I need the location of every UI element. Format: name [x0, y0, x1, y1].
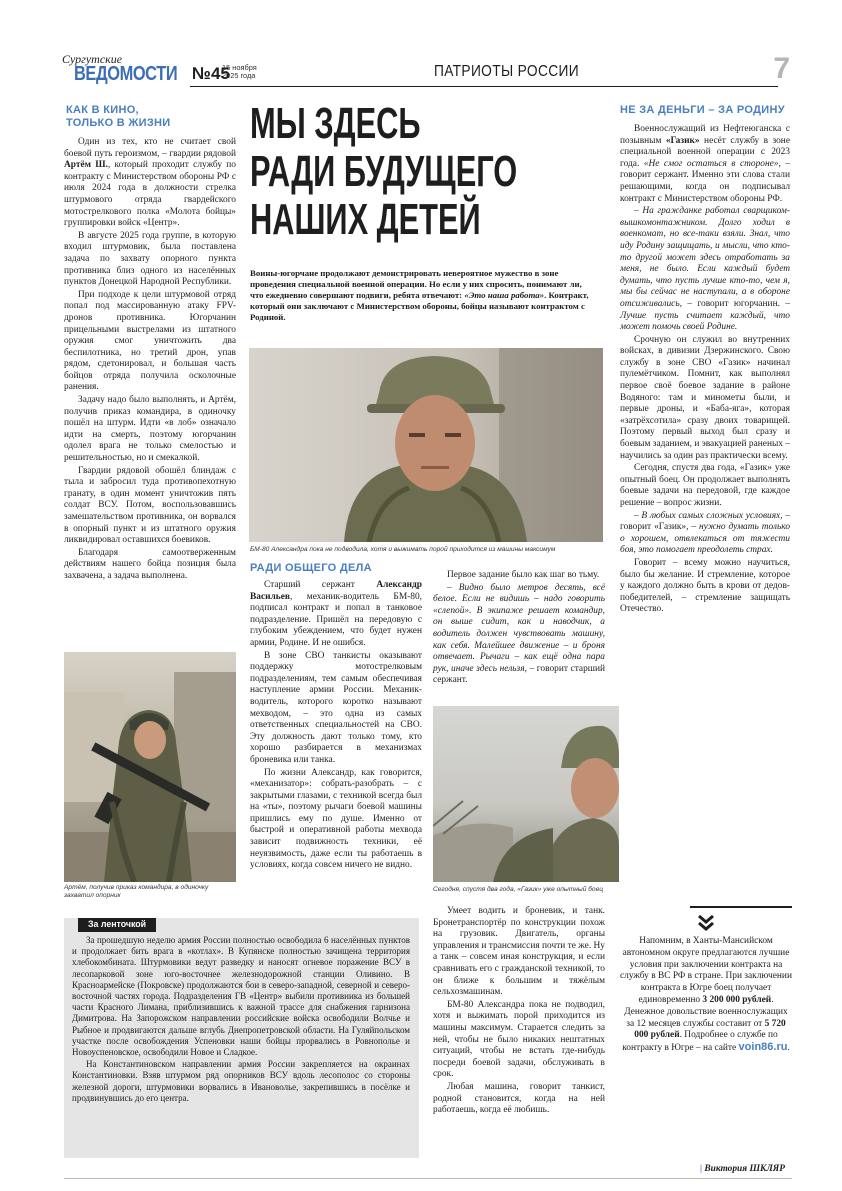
- byline-separator: |: [700, 1164, 705, 1174]
- article-paragraph: Говорит – всему можно научиться, было бы желание. И стремление, которое у каждого должно быть в крови от дедов-победителей, – стремление защищать Отечество.: [620, 557, 790, 615]
- issue-number: №45: [192, 64, 230, 83]
- article-paragraph: Старший сержант Александр Васильев, механик-водитель БМ-80, подписал контракт и попал в танковое подразделение. Пришёл на передовую с глубоким убеждением, что будет нужен армии, Родине. И не ошибся.: [250, 580, 422, 648]
- soldier-name: Артём Ш.: [64, 160, 108, 171]
- headline-line-1: МЫ ЗДЕСЬ: [250, 99, 421, 148]
- brand-logo: [58, 52, 186, 88]
- call-sign: «Газик»: [665, 135, 700, 146]
- article-paragraph: Военнослужащий из Нефтеюганска с позывным «Газик» несёт службу в зоне специальной военной операции с 2023 года. «Не смог остаться в стороне», – говорит сержант. Именно эти слова стали решающими, когда он подписывал контракт с Министерством обороны РФ.: [620, 124, 790, 204]
- lead-paragraph: Воины-югорчане продолжают демонстрировать невероятное мужество в зоне проведения специальной военной операции. Но если у них спросить, понимают ли, что ежедневно совершают подвиги, ребята отвечают: «Это наша работа». Контракт, который они заключают с Министерством обороны, бойцы называют контрактом с Родиной.: [250, 268, 589, 322]
- left-section-heading: КАК В КИНО, ТОЛЬКО В ЖИЗНИ: [66, 104, 171, 129]
- middle-section-heading: РАДИ ОБЩЕГО ДЕЛА: [250, 562, 372, 574]
- chevron-down-icon-shape: [696, 914, 716, 932]
- article-paragraph: – В любых самых сложных условиях, – говорит «Газик», – нужно думать только о хорошем, отвлекаться от тяжести боя, это помогает преодолеть страх.: [620, 510, 791, 556]
- lump-sum-amount: 3 200 000 рублей: [702, 994, 772, 1005]
- page-bottom-rule: [64, 1178, 792, 1179]
- article-paragraph: В августе 2025 года группе, в которую входил штурмовик, была поставлена задача по захвату опорного пункта противника близ одного из населённых пунктов Донецкой Народной Республики.: [64, 230, 236, 288]
- left-photo-image: [64, 652, 236, 882]
- main-photo-image: [249, 348, 603, 542]
- direct-speech: – Видно было метров десять, всё белое. Если не видишь – надо говорить «слепой». В экипаже решает командир, он выше сидит, как и наводчик, а водитель должен чувствовать машину, как себя. Малейшее движение – и броня отвечает. Рычаги – как ещё одна пара рук, иначе здесь нельзя,: [433, 582, 605, 674]
- main-photo-caption: БМ-80 Александра пока не подводила, хотя и выжимать порой приходится из машины максимум: [250, 546, 556, 553]
- article-paragraph: На Константиновском направлении армия России закрепляется на окраинах Константиновки. Взяв штурмом ряд опорников ВСУ вдоль лесополос со стороны железной дороги, штурмовики ворвались в Ивановолье, закрепившись в посёлке и продвинувшись до его центра.: [72, 1059, 410, 1103]
- left-column-text: [64, 137, 236, 584]
- center-photo-caption: Сегодня, спустя два года, «Газик» уже опытный боец: [433, 886, 604, 893]
- chevron-down-icon: [696, 914, 716, 932]
- article-paragraph: Благодаря самоотверженным действиям нашего бойца позиция была захвачена, а задача выполнена.: [64, 547, 236, 581]
- author-byline: [700, 1164, 785, 1174]
- headline: [250, 99, 518, 244]
- author-name: Виктория ШКЛЯР: [704, 1164, 785, 1174]
- bottom-middle-text: [433, 906, 605, 1118]
- section-title: ПАТРИОТЫ РОССИИ: [434, 63, 579, 80]
- masthead: [54, 50, 790, 96]
- article-paragraph: В зоне СВО танкисты оказывают поддержку мотострелковым подразделениям, тем самым обеспечивая наступление армии России. Механик-водитель, которого коротко называют мехводом, – это одна из самых ответственных специальностей на СВО. Эту должность дают только тому, кто хорошо разбирается в механизмах броневика или танка.: [250, 650, 422, 765]
- main-photo-tank-driver: [249, 348, 603, 542]
- article-paragraph: Гвардии рядовой обошёл блиндаж с тыла и забросил туда противопехотную гранату, в один момент уничтожив пять солдат ВСУ. Потом, воспользовавшись замешательством противника, он ворвался в опорный пункт и из штатного оружия ликвидировал оставшихся боевиков.: [64, 465, 236, 546]
- article-paragraph: БМ-80 Александра пока не подводил, хотя и выжимать порой приходится из машины максимум. Старается следить за ней, чтобы не было никаких нештатных ситуаций, чтобы не встать где-нибудь посреди боевой задачи, обслуживать в срок.: [433, 999, 605, 1080]
- issue-date: 15 ноября 2025 года: [222, 63, 257, 81]
- article-paragraph: Первое задание было как шаг во тьму.: [447, 570, 600, 580]
- article-paragraph: Сегодня, спустя два года, «Газик» уже опытный боец. Он продолжает выполнять боевые задачи на передовой, где каждое решение – вопрос жизни.: [620, 463, 790, 508]
- annual-pay-amount: 5 720 000 рублей: [634, 1018, 786, 1041]
- article-paragraph: Любая машина, говорит танкист, родной становится, когда на ней работаешь, когда её любишь.: [433, 1081, 605, 1116]
- page-number: 7: [773, 52, 790, 85]
- headline-line-2: РАДИ БУДУЩЕГО: [250, 147, 518, 196]
- article-paragraph: Умеет водить и броневик, и танк. Бронетранспортёр по конструкции похож на грузовик. Двигатель, органы управления и трансмиссия почти те же. Ну а танк – совсем иная конструкция, и если сравнивать его с гражданской техникой, то он ближе к большим и тяжёлым сельхозмашинам.: [433, 906, 605, 998]
- article-paragraph: При подходе к цели штурмовой отряд попал под массированную атаку FPV-дронов противника. Югорчанин прицельными выстрелами из штатного оружия смог уничтожить два беспилотника, но третий дрон, упав рядом, сдетонировал, и большая часть бойцов отряда получила осколочные ранения.: [64, 289, 236, 393]
- left-photo-soldier-with-rifle: [64, 652, 236, 882]
- lead-quote: «Это наша работа»: [464, 290, 545, 300]
- center-column-text: [433, 570, 605, 688]
- article-paragraph: Один из тех, кто не считает свой боевой путь героизмом, – гвардии рядовой Артём Ш., который проходит службу по контракту с Министерством обороны РФ с июля 2024 года в должности стрелка штурмового отряда гвардейского мотострелкового полка «Молота бойцы» группировки войск «Центр».: [64, 137, 236, 229]
- brand-main: ВЕДОМОСТИ: [74, 63, 178, 85]
- article-paragraph: – Видно было метров десять, всё белое. Если не видишь – надо говорить «слепой». В экипаже решает командир, он выше сидит, как и наводчик, а водитель должен чувствовать машину, как себя. Малейшее движение – и броня отвечает. Рычаги – как ещё одна пара рук, иначе здесь нельзя, – говорит старший сержант.: [433, 582, 606, 686]
- contract-reminder: [620, 906, 792, 1146]
- left-photo-caption: Артём, получив приказ командира, в одиночку захватил опорник: [64, 884, 209, 900]
- brand-top: Сургутские: [62, 52, 123, 66]
- right-section-heading: НЕ ЗА ДЕНЬГИ – ЗА РОДИНУ: [620, 104, 785, 116]
- article-paragraph: За прошедшую неделю армия России полностью освободила 6 населённых пунктов и продолжает бить врага в «котлах». В Купянске полностью зачищена территория хлебокомбината. Штурмовики ведут разведку и наносят огневое поражение ВСУ в лесопарковой зоне юго-восточнее железнодорожной станции Оливино. В Красноармейске (Покровске) продолжаются бои в северо-западной, северной и северо-восточной частях города. Подразделения ГВ «Центр» выбили противника из большей части Красного Лимана, приблизившись к важной трассе для снабжения гарнизона Димитрова. На Запорожском направлении российские войска освободили Волчье и Рыбное и продвигаются дальше вглубь Днепропетровской области. На Гуляйпольском участке после освобождения Успеновки наши бойцы прорвались в Ровнополье и Новоуспеновское, освободили Новое и Сладкое.: [72, 935, 410, 1058]
- front-box-text: [72, 935, 410, 1105]
- center-photo-image: [433, 706, 619, 882]
- recruitment-site-link[interactable]: voin86.ru: [738, 1041, 788, 1054]
- reminder-text: Напомним, в Ханты-Мансийском автономном округе предлагаются лучшие условия при заключении контракта на службу в ВС РФ в стране. При заключении контракта в Югре боец получает единовременно 3 200 000 рублей. Денежное довольствие военнослужащих за 12 месяцев службы составит от 5 720 000 рублей. Подробнее о службе по контракту в Югре – на сайте voin86.ru.: [620, 936, 792, 1054]
- article-paragraph: – На гражданке работал сварщиком-вышкомонтажником. Долго ходил в военкомат, но все-таки взяли. Знал, что иду Родину защищать, и мысли, что кто-то другой может здесь отработать за меня, не было. Если каждый будет думать, что пусть лучше кто-то, чем я, мы бы сейчас не наступали, а в обороне отсиживались, – говорит югорчанин. – Лучше пусть считает каждый, что может помочь своей Родине.: [620, 206, 790, 333]
- center-photo-gazik: [433, 706, 619, 882]
- middle-column-text: [250, 580, 422, 873]
- article-paragraph: Задачу надо было выполнять, и Артём, получив приказ командира, в одиночку пошёл на штурм. Идти «в лоб» означало идти на смерть, поэтому югорчанин одолел врага не только смелостью и решительностью, но и смекалкой.: [64, 395, 236, 464]
- right-column-text: [620, 124, 790, 617]
- article-paragraph: По жизни Александр, как говорится, «механизатор»: собрать-разобрать – с закрытыми глазами, с техникой всегда был на «ты», поэтому рычаги боевой машины пришлись ему по душе. Именно от быстрой и оперативной работы мехвода зависит подвижность техники, её неуязвимость, даже если ты работаешь в условиях, когда совсем ничего не видно.: [250, 767, 422, 871]
- masthead-rule: [190, 86, 778, 87]
- soldier-name: Александр Васильев: [250, 580, 422, 602]
- front-box-title: За ленточкой: [78, 918, 156, 932]
- headline-line-3: НАШИХ ДЕТЕЙ: [250, 195, 481, 244]
- reminder-top-rule: [690, 906, 792, 908]
- article-paragraph: Срочную он служил во внутренних войсках, в дивизии Дзержинского. Свою службу в зоне СВО «Газик» начинал пулемётчиком. Помнит, как выполнял первое своё боевое задание в районе Водяного: там и минометы были, и первые дроны, и «Баба-яга», которая «затрёхсотила» сразу двоих товарищей. Поэтому первый выход был сразу и боевым заданием, и эвакуацией раненых – научились за один раз практически всему.: [620, 334, 790, 461]
- front-news-box: [64, 918, 419, 1158]
